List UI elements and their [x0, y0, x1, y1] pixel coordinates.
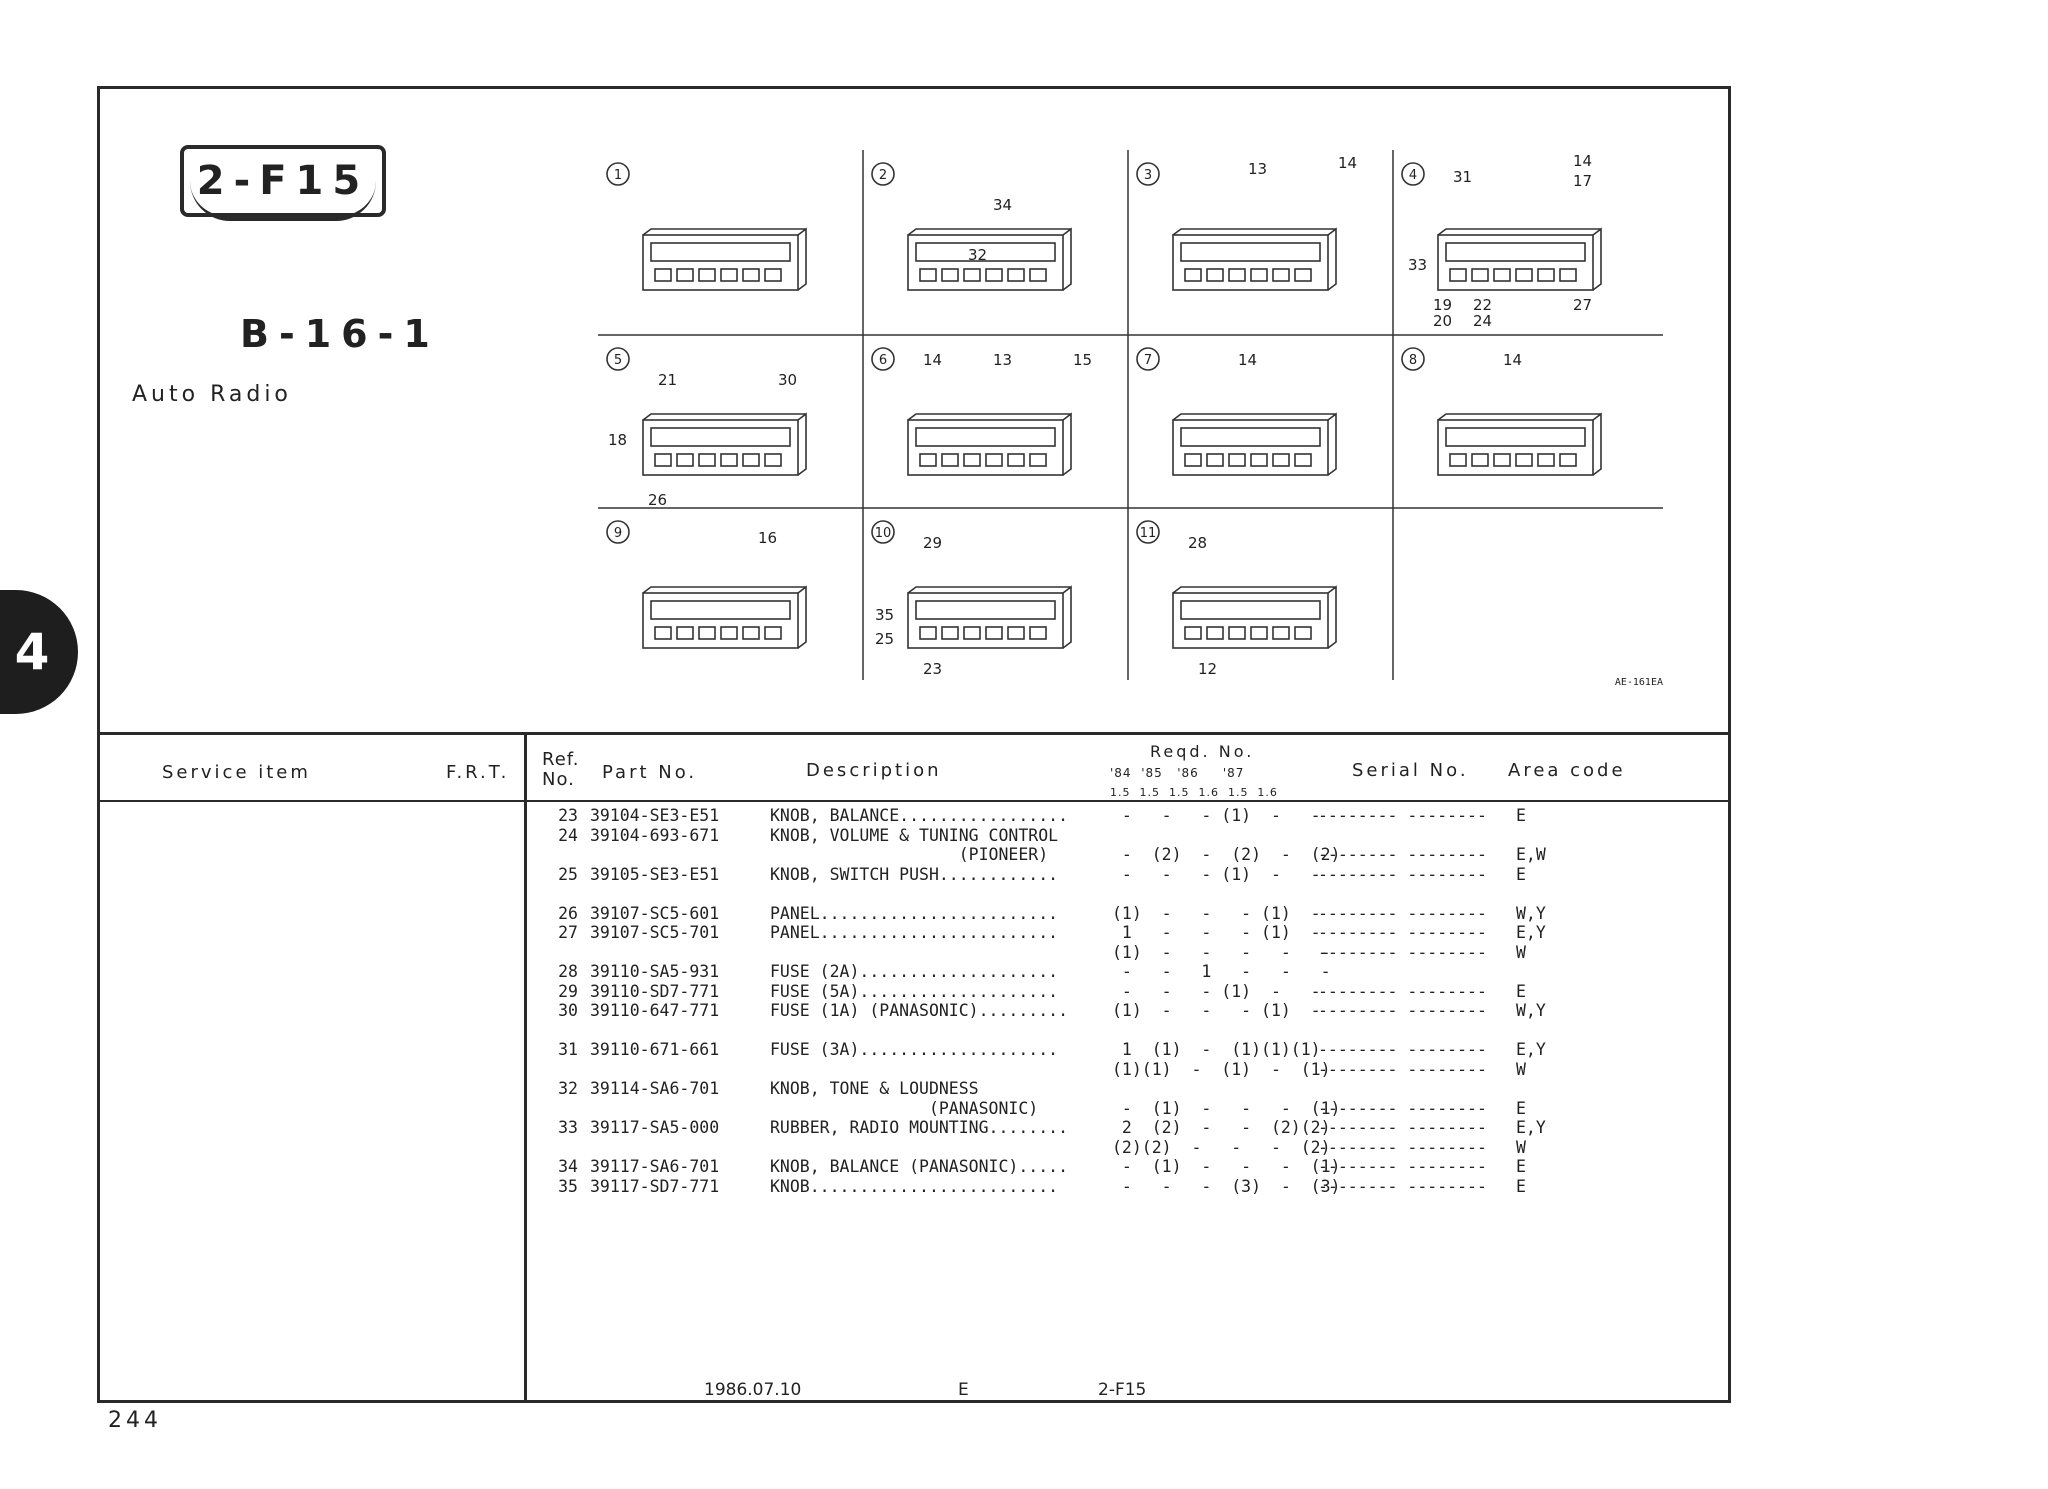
radio-display [916, 428, 1055, 446]
radio-display [651, 243, 790, 261]
cell-part-no: 39114-SA6-701 [590, 1079, 720, 1098]
radio-button [1251, 627, 1267, 639]
radio-button [743, 627, 759, 639]
radio-button [986, 627, 1002, 639]
cell-part-no: 39117-SD7-771 [590, 1176, 720, 1196]
cell-ref-no: 24 [558, 825, 578, 845]
cell-area-code: W [1516, 1137, 1526, 1157]
radio-button [743, 269, 759, 281]
cell-area-code: E [1516, 1176, 1526, 1196]
callout-label: 30 [778, 371, 798, 389]
radio-button [1008, 627, 1024, 639]
callout-label: 14 [1573, 152, 1593, 170]
radio-button [1251, 454, 1267, 466]
callout-label: 26 [648, 491, 668, 509]
footer-area: E [958, 1380, 969, 1400]
panel-index: 8 [1408, 353, 1418, 368]
header-years: '84 '85 '86 '87 [1110, 766, 1245, 780]
radio-button [986, 454, 1002, 466]
cell-area-code: E [1516, 806, 1526, 825]
radio-display [1446, 428, 1585, 446]
radio-button [677, 269, 693, 281]
callout-label: 21 [658, 371, 678, 389]
cell-area-code: W [1516, 942, 1526, 962]
callout-label: 13 [993, 351, 1013, 369]
cell-ref-no: 31 [558, 1040, 578, 1059]
callout-label: 24 [1473, 312, 1493, 330]
cell-serial-no: -------- -------- [1318, 1118, 1487, 1137]
radio-button [743, 454, 759, 466]
callout-label: 17 [1573, 172, 1593, 190]
cell-area-code: E [1516, 981, 1526, 1001]
radio-display [916, 601, 1055, 619]
cell-area-code: E,W [1516, 845, 1546, 864]
callout-label: 33 [1408, 256, 1428, 274]
cell-ref-no: 32 [558, 1079, 578, 1098]
callout-label: 14 [923, 351, 943, 369]
cell-ref-no: 33 [558, 1118, 578, 1137]
callout-label: 16 [758, 529, 778, 547]
radio-button [1251, 269, 1267, 281]
radio-button [1008, 269, 1024, 281]
cell-ref-no: 28 [558, 962, 578, 981]
cell-ref-no: 34 [558, 1157, 578, 1176]
radio-button [677, 454, 693, 466]
radio-button [1030, 269, 1046, 281]
cell-ref-no: 29 [558, 981, 578, 1001]
radio-button [964, 269, 980, 281]
cell-area-code: E [1516, 864, 1526, 884]
callout-label: 20 [1433, 312, 1453, 330]
callout-label: 29 [923, 534, 943, 552]
cell-serial-no: -------- -------- [1318, 806, 1487, 825]
cell-part-no: 39110-SD7-771 [590, 981, 720, 1001]
radio-button [1207, 627, 1223, 639]
diagram-svg [598, 150, 1663, 680]
cell-required-qty: - (1) - - - (1) [1112, 1098, 1341, 1118]
cell-required-qty: - - - (3) - (3) [1112, 1176, 1341, 1196]
cell-part-no: 39117-SA5-000 [590, 1118, 720, 1137]
radio-display [1446, 243, 1585, 261]
callout-label: 31 [1453, 168, 1473, 186]
radio-button [964, 627, 980, 639]
panel-index: 1 [613, 168, 623, 183]
cell-area-code: E,Y [1516, 1040, 1546, 1059]
page-number: 244 [108, 1408, 162, 1433]
callout-label: 14 [1503, 351, 1523, 369]
radio-button [1516, 269, 1532, 281]
radio-display [1181, 428, 1320, 446]
cell-required-qty: - - - (1) - - [1112, 981, 1321, 1001]
cell-description: PANEL........................ [770, 903, 1059, 923]
radio-button [1273, 627, 1289, 639]
radio-button [942, 454, 958, 466]
header-area-code: Area code [1508, 760, 1626, 781]
radio-button [1538, 269, 1554, 281]
cell-serial-no: -------- -------- [1318, 1059, 1487, 1079]
group-code: B-16-1 [240, 312, 440, 356]
radio-button [721, 627, 737, 639]
footer-date: 1986.07.10 [704, 1380, 802, 1400]
radio-button [1229, 269, 1245, 281]
cell-serial-no: -------- -------- [1318, 1157, 1487, 1176]
cell-serial-no: -------- -------- [1318, 1137, 1487, 1157]
cell-serial-no: -------- -------- [1318, 981, 1487, 1001]
panel-index: 2 [878, 168, 888, 183]
radio-button [1516, 454, 1532, 466]
callout-label: 35 [875, 606, 895, 624]
cell-area-code: W [1516, 1059, 1526, 1079]
radio-button [942, 627, 958, 639]
group-name: Auto Radio [132, 382, 292, 407]
cell-description: KNOB, VOLUME & TUNING CONTROL [770, 825, 1059, 845]
catalog-badge: 2-F15 [180, 145, 386, 217]
radio-button [1450, 454, 1466, 466]
callout-label: 27 [1573, 296, 1593, 314]
cell-description: KNOB......................... [770, 1176, 1059, 1196]
radio-button [986, 269, 1002, 281]
radio-button [1207, 269, 1223, 281]
cell-part-no: 39110-SA5-931 [590, 962, 720, 981]
radio-button [1185, 269, 1201, 281]
cell-part-no: 39107-SC5-601 [590, 903, 720, 923]
radio-button [699, 454, 715, 466]
header-reqd-no: Reqd. No. [1150, 742, 1255, 761]
radio-button [920, 454, 936, 466]
cell-required-qty: - - 1 - - - [1112, 962, 1331, 981]
cell-ref-no: 25 [558, 864, 578, 884]
cell-part-no: 39117-SA6-701 [590, 1157, 720, 1176]
radio-button [1450, 269, 1466, 281]
cell-required-qty: - - - (1) - - [1112, 864, 1321, 884]
cell-serial-no: -------- -------- [1318, 1001, 1487, 1020]
radio-button [1229, 627, 1245, 639]
panel-index: 9 [613, 526, 623, 541]
cell-description: PANEL........................ [770, 923, 1059, 942]
radio-button [920, 269, 936, 281]
radio-button [1295, 454, 1311, 466]
cell-description: KNOB, BALANCE................. [770, 806, 1069, 825]
parts-diagram [598, 150, 1663, 688]
radio-button [1207, 454, 1223, 466]
cell-required-qty: - (1) - - - (1) [1112, 1157, 1341, 1176]
cell-description: FUSE (3A).................... [770, 1040, 1059, 1059]
callout-label: 14 [1338, 154, 1358, 172]
cell-serial-no: -------- -------- [1318, 864, 1487, 884]
radio-button [1229, 454, 1245, 466]
panel-index: 6 [878, 353, 888, 368]
cell-serial-no: -------- -------- [1318, 845, 1487, 864]
cell-area-code: W,Y [1516, 1001, 1546, 1020]
panel-index: 5 [613, 353, 623, 368]
footer-code: 2-F15 [1098, 1380, 1147, 1400]
header-models: 1.5 1.5 1.5 1.6 1.5 1.6 [1110, 786, 1278, 799]
header-frt: F.R.T. [446, 762, 510, 783]
radio-button [677, 627, 693, 639]
callout-label: 25 [875, 630, 895, 648]
cell-serial-no: -------- -------- [1318, 942, 1487, 962]
radio-button [721, 454, 737, 466]
radio-button [1560, 454, 1576, 466]
radio-button [1560, 269, 1576, 281]
cell-serial-no: -------- -------- [1318, 1098, 1487, 1118]
cell-part-no: 39104-693-671 [590, 825, 720, 845]
cell-description: RUBBER, RADIO MOUNTING........ [770, 1118, 1069, 1137]
radio-button [1295, 627, 1311, 639]
cell-part-no: 39104-SE3-E51 [590, 806, 720, 825]
cell-ref-no: 35 [558, 1176, 578, 1196]
cell-part-no: 39107-SC5-701 [590, 923, 720, 942]
radio-button [1472, 269, 1488, 281]
cell-description: (PIONEER) [770, 845, 1049, 864]
radio-button [721, 269, 737, 281]
cell-serial-no: -------- -------- [1318, 903, 1487, 923]
callout-label: 12 [1198, 660, 1218, 678]
radio-button [1030, 454, 1046, 466]
cell-required-qty: 1 (1) - (1)(1)(1) [1112, 1040, 1321, 1059]
radio-button [920, 627, 936, 639]
cell-required-qty: - - - (1) - - [1112, 806, 1321, 825]
cell-required-qty: 2 (2) - - (2)(2) [1112, 1118, 1331, 1137]
radio-button [1185, 627, 1201, 639]
radio-button [1008, 454, 1024, 466]
radio-button [1273, 454, 1289, 466]
cell-description: KNOB, SWITCH PUSH............ [770, 864, 1059, 884]
cell-area-code: E,Y [1516, 923, 1546, 942]
callout-label: 13 [1248, 160, 1268, 178]
radio-display [1181, 243, 1320, 261]
callout-label: 28 [1188, 534, 1208, 552]
cell-description: KNOB, TONE & LOUDNESS [770, 1079, 979, 1098]
cell-area-code: W,Y [1516, 903, 1546, 923]
radio-button [655, 627, 671, 639]
cell-ref-no: 27 [558, 923, 578, 942]
cell-required-qty: (1) - - - - - [1112, 942, 1331, 962]
radio-button [1494, 269, 1510, 281]
cell-ref-no: 30 [558, 1001, 578, 1020]
panel-index: 10 [874, 526, 892, 541]
header-serial-no: Serial No. [1352, 760, 1469, 781]
radio-button [964, 454, 980, 466]
callout-label: 23 [923, 660, 943, 678]
cell-ref-no: 23 [558, 806, 578, 825]
figure-reference: AE-161EA [1614, 677, 1663, 688]
radio-button [655, 269, 671, 281]
cell-required-qty: (2)(2) - - - (2) [1112, 1137, 1331, 1157]
panel-index: 11 [1139, 526, 1157, 541]
callout-label: 34 [993, 196, 1013, 214]
cell-serial-no: -------- -------- [1318, 1040, 1487, 1059]
panel-index: 3 [1143, 168, 1153, 183]
cell-required-qty: 1 - - - (1) - [1112, 923, 1321, 942]
column-divider [524, 733, 527, 1403]
header-service-item: Service item [162, 762, 311, 783]
radio-button [1472, 454, 1488, 466]
radio-display [1181, 601, 1320, 619]
cell-part-no: 39105-SE3-E51 [590, 864, 720, 884]
radio-button [699, 269, 715, 281]
radio-button [1273, 269, 1289, 281]
cell-ref-no: 26 [558, 903, 578, 923]
cell-area-code: E [1516, 1157, 1526, 1176]
radio-button [765, 269, 781, 281]
panel-index: 7 [1143, 353, 1153, 368]
cell-required-qty: (1) - - - (1) - [1112, 1001, 1321, 1020]
radio-button [1295, 269, 1311, 281]
cell-description: FUSE (2A).................... [770, 962, 1059, 981]
header-part-no: Part No. [602, 762, 698, 783]
callout-label: 15 [1073, 351, 1093, 369]
cell-required-qty: - (2) - (2) - (2) [1112, 845, 1341, 864]
radio-button [765, 627, 781, 639]
radio-button [1494, 454, 1510, 466]
radio-button [699, 627, 715, 639]
cell-part-no: 39110-647-771 [590, 1001, 720, 1020]
radio-button [942, 269, 958, 281]
panel-index: 4 [1408, 168, 1418, 183]
header-underline [97, 800, 1731, 802]
cell-area-code: E [1516, 1098, 1526, 1118]
callout-label: 22 [1473, 296, 1493, 314]
cell-description: KNOB, BALANCE (PANASONIC)..... [770, 1157, 1069, 1176]
cell-serial-no: -------- -------- [1318, 923, 1487, 942]
section-divider [97, 732, 1731, 735]
cell-description: FUSE (5A).................... [770, 981, 1059, 1001]
callout-label: 14 [1238, 351, 1258, 369]
radio-button [1030, 627, 1046, 639]
header-ref-no: Ref. No. [542, 749, 580, 790]
cell-area-code: E,Y [1516, 1118, 1546, 1137]
radio-button [765, 454, 781, 466]
header-description: Description [806, 760, 942, 781]
callout-label: 18 [608, 431, 628, 449]
cell-part-no: 39110-671-661 [590, 1040, 720, 1059]
callout-label: 32 [968, 246, 988, 264]
callout-label: 19 [1433, 296, 1453, 314]
cell-required-qty: (1)(1) - (1) - (1) [1112, 1059, 1331, 1079]
radio-display [651, 601, 790, 619]
cell-serial-no: -------- -------- [1318, 1176, 1487, 1196]
radio-button [655, 454, 671, 466]
section-tab[interactable]: 4 [0, 590, 78, 714]
cell-description: (PANASONIC) [770, 1098, 1039, 1118]
radio-display [651, 428, 790, 446]
radio-button [1185, 454, 1201, 466]
cell-description: FUSE (1A) (PANASONIC)......... [770, 1001, 1069, 1020]
cell-required-qty: (1) - - - (1) - [1112, 903, 1321, 923]
radio-button [1538, 454, 1554, 466]
